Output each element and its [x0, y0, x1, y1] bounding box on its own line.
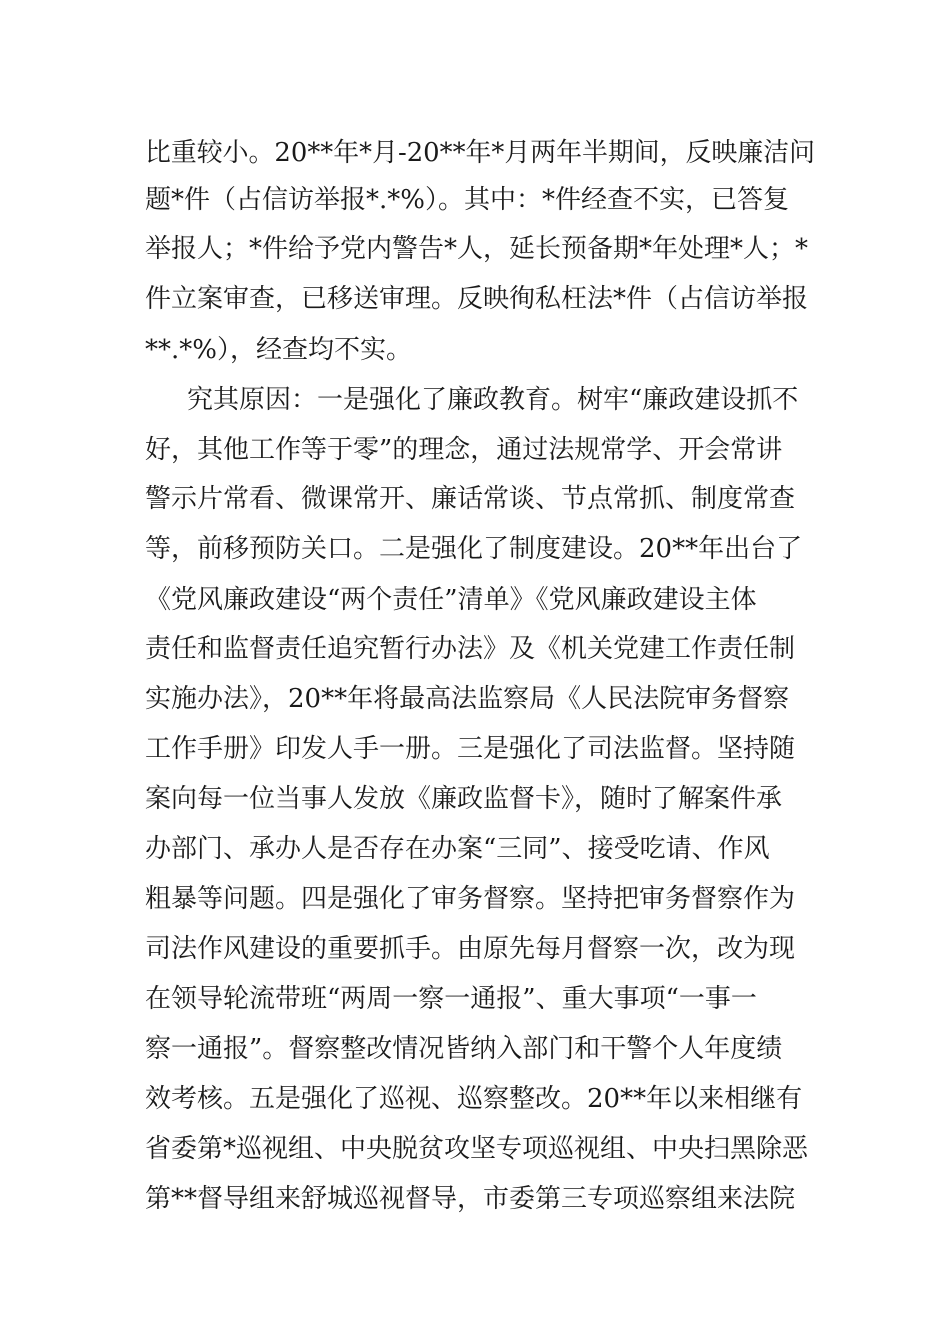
text-line: 等，前移预防关口。二是强化了制度建设。20**年出台了	[145, 534, 803, 564]
text-line: 责任和监督责任追究暂行办法》及《机关党建工作责任制	[145, 634, 796, 664]
text-line: 工作手册》印发人手一册。三是强化了司法监督。坚持随	[145, 734, 796, 764]
text-line: 警示片常看、微课常开、廉话常谈、节点常抓、制度常查	[145, 484, 796, 514]
text-line: 题*件（占信访举报*.*%）。其中：*件经查不实，已答复	[145, 185, 789, 215]
text-line: 实施办法》，20**年将最高法监察局《人民法院审务督察	[145, 684, 790, 714]
text-line: **.*%），经查均不实。	[145, 335, 412, 365]
text-line: 办部门、承办人是否存在办案“三同”、接受吃请、作风	[145, 834, 770, 864]
text-line: 司法作风建设的重要抓手。由原先每月督察一次，改为现	[145, 934, 796, 964]
text-line: 察一通报”。督察整改情况皆纳入部门和干警个人年度绩	[145, 1034, 783, 1064]
text-line: 件立案审查，已移送审理。反映徇私枉法*件（占信访举报	[145, 284, 809, 314]
text-line: 第**督导组来舒城巡视督导，市委第三专项巡察组来法院	[145, 1184, 796, 1214]
text-line: 粗暴等问题。四是强化了审务督察。坚持把审务督察作为	[145, 884, 796, 914]
text-line: 比重较小。20**年*月-20**年*月两年半期间，反映廉洁问	[145, 138, 815, 168]
text-line: 省委第*巡视组、中央脱贫攻坚专项巡视组、中央扫黑除恶	[145, 1134, 809, 1164]
text-line: 在领导轮流带班“两周一察一通报”、重大事项“一事一	[145, 984, 757, 1014]
text-line: 《党风廉政建设“两个责任”清单》《党风廉政建设主体	[145, 585, 757, 615]
text-line: 举报人；*件给予党内警告*人，延长预备期*年处理*人；*	[145, 234, 809, 264]
text-line: 案向每一位当事人发放《廉政监督卡》，随时了解案件承	[145, 784, 783, 814]
text-line: 效考核。五是强化了巡视、巡察整改。20**年以来相继有	[145, 1084, 803, 1114]
text-line: 好，其他工作等于零”的理念，通过法规常学、开会常讲	[145, 435, 783, 465]
paragraph-first-line: 究其原因：一是强化了廉政教育。树牢“廉政建设抓不	[187, 385, 799, 415]
